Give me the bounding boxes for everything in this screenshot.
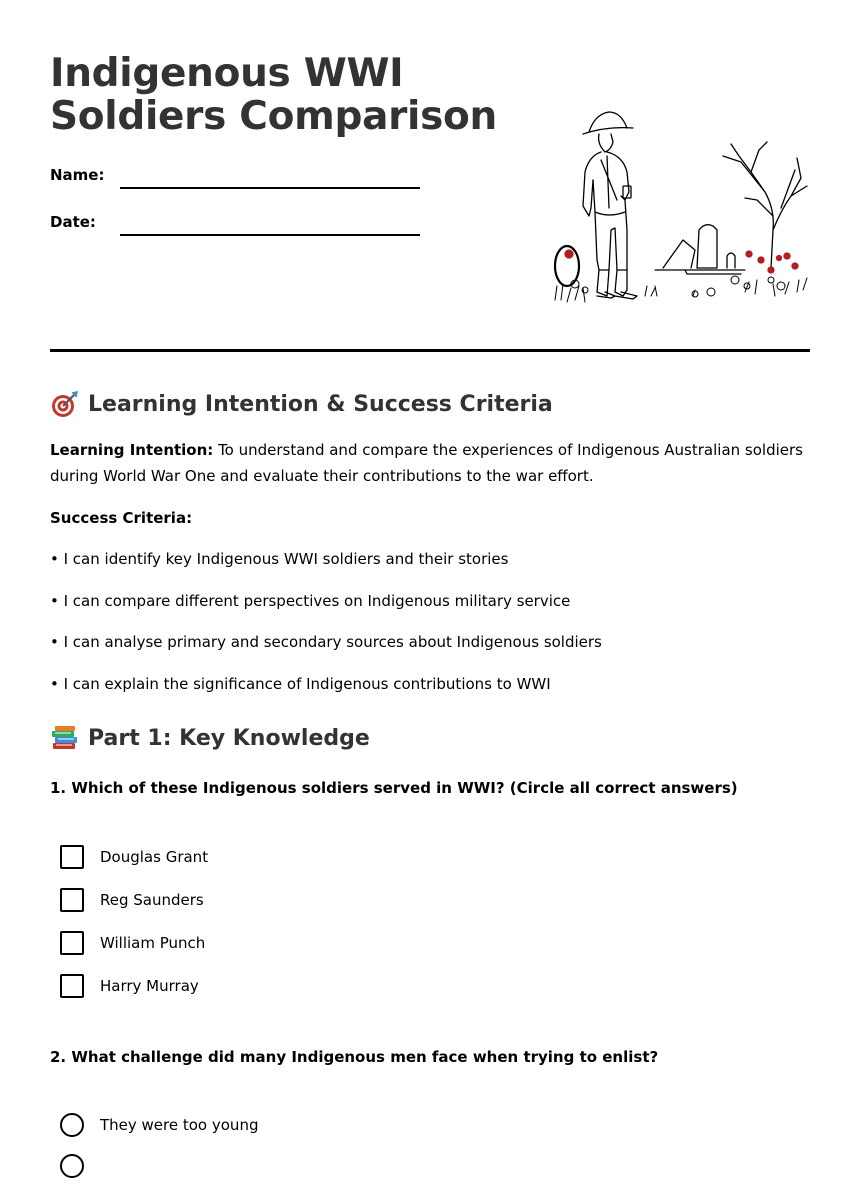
header-divider (50, 349, 810, 352)
success-criteria-label: Success Criteria: (50, 509, 193, 527)
criteria-item: • I can analyse primary and secondary sources about Indigenous soldiers (50, 633, 602, 651)
option-label: Douglas Grant (100, 848, 209, 866)
checkbox[interactable] (60, 931, 84, 955)
checkbox[interactable] (60, 974, 84, 998)
part1-heading (50, 723, 370, 753)
criteria-item: • I can explain the significance of Indigenous contributions to WWI (50, 675, 551, 693)
q1-option[interactable] (60, 888, 204, 912)
q1-option[interactable] (60, 845, 208, 869)
option-label: Reg Saunders (100, 891, 204, 909)
radio-button[interactable] (60, 1113, 84, 1137)
books-icon (50, 723, 80, 753)
q1-option[interactable] (60, 974, 199, 998)
question-2: 2. What challenge did many Indigenous men face when trying to enlist? (50, 1048, 659, 1066)
learning-heading-text: Learning Intention & Success Criteria (88, 391, 553, 417)
option-label: William Punch (100, 934, 206, 952)
learning-intention (50, 437, 820, 489)
checkbox[interactable] (60, 845, 84, 869)
date-label: Date: (50, 213, 96, 231)
checkbox[interactable] (60, 888, 84, 912)
criteria-item: • I can compare different perspectives on Indigenous military service (50, 592, 571, 610)
question-1: 1. Which of these Indigenous soldiers served in WWI? (Circle all correct answers) (50, 779, 738, 797)
title-line-1: Indigenous WWI (50, 51, 404, 96)
soldier-memorial-illustration (545, 100, 810, 325)
part1-heading-text: Part 1: Key Knowledge (88, 725, 370, 751)
target-icon (50, 389, 80, 419)
learning-intention-text: To understand and compare the experiences of Indigenous Australian soldiers during World War One and evaluate their contributions to the war effort. (50, 441, 803, 485)
option-label: Harry Murray (100, 977, 199, 995)
name-label: Name: (50, 166, 105, 184)
page-title (50, 52, 497, 138)
learning-intention-label: Learning Intention: (50, 441, 214, 459)
q2-option-partial[interactable] (60, 1154, 100, 1178)
option-label: They were too young (100, 1116, 259, 1134)
learning-heading (50, 389, 553, 419)
title-line-2: Soldiers Comparison (50, 94, 497, 139)
radio-button[interactable] (60, 1154, 84, 1178)
date-field[interactable] (120, 234, 420, 236)
criteria-item: • I can identify key Indigenous WWI soldiers and their stories (50, 550, 509, 568)
q1-option[interactable] (60, 931, 205, 955)
name-field[interactable] (120, 187, 420, 189)
q2-option[interactable] (60, 1113, 258, 1137)
